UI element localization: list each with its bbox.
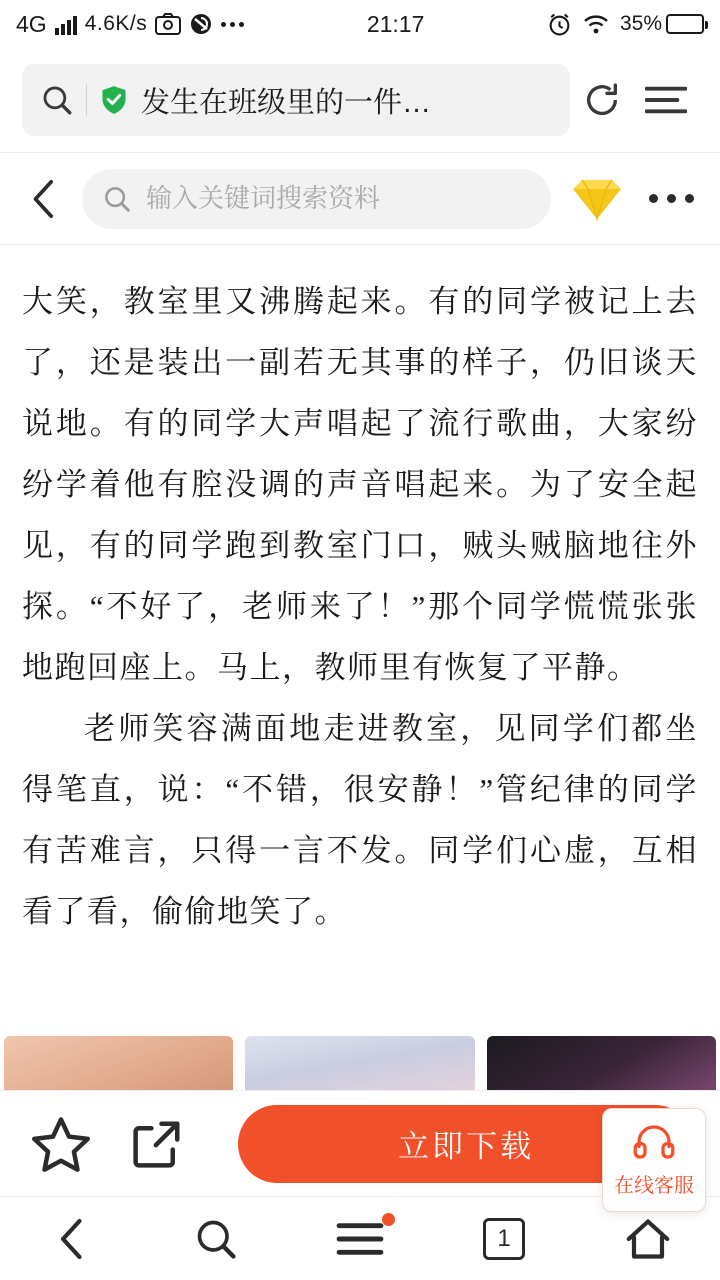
camera-icon	[155, 13, 181, 35]
alarm-icon	[547, 12, 572, 37]
divider	[86, 84, 87, 116]
back-button[interactable]	[20, 179, 68, 219]
battery-icon	[666, 14, 704, 34]
battery-indicator	[620, 12, 704, 36]
network-type-label: 4G	[16, 10, 47, 37]
status-bar-right	[547, 12, 704, 37]
status-bar-left	[16, 11, 244, 38]
status-bar	[0, 0, 720, 48]
customer-service-label: 在线客服	[614, 1175, 694, 1197]
nav-search-button[interactable]	[144, 1197, 288, 1280]
data-speed-label: 4.6K/s	[84, 12, 148, 35]
app-header	[0, 153, 720, 245]
search-input[interactable]	[146, 184, 531, 214]
browser-menu-button[interactable]	[634, 83, 698, 117]
article-content	[0, 245, 720, 1005]
search-icon	[102, 184, 132, 214]
signal-bars-icon	[55, 13, 77, 35]
nav-menu-button[interactable]	[288, 1197, 432, 1280]
headset-icon	[633, 1122, 675, 1167]
online-customer-service-button[interactable]	[602, 1108, 706, 1212]
favorite-button[interactable]	[26, 1116, 96, 1172]
shield-check-icon	[99, 84, 129, 116]
browser-address-bar	[0, 48, 720, 153]
url-bar[interactable]	[22, 64, 570, 136]
search-icon[interactable]	[40, 83, 74, 117]
nav-back-button[interactable]	[0, 1197, 144, 1280]
article-paragraph: 大笑，教室里又沸腾起来。有的同学被记上去了，还是装出一副若无其事的样子，仍旧谈天说地。有的同学大声唱起了流行歌曲，大家纷纷学着他有腔没调的声音唱起来。为了安全起见，有的同学跑到教室门口，贼头贼脑地往外探。“不好了，老师来了！”那个同学慌慌张张地跑回座上。马上，教师里有恢复了平静。	[22, 284, 698, 685]
search-bar[interactable]	[82, 169, 551, 229]
tab-count-icon: 1	[483, 1218, 525, 1260]
article-paragraph: 老师笑容满面地走进教室，见同学们都坐得笔直，说：“不错，很安静！”管纪律的同学有苦难言，只得一言不发。同学们心虚，互相看了看，偷偷地笑了。	[22, 711, 698, 929]
download-button[interactable]: 立即下载	[238, 1105, 694, 1183]
reload-button[interactable]	[570, 80, 634, 120]
page-title: 发生在班级里的一件…	[141, 86, 432, 119]
diamond-logo-icon	[565, 175, 629, 223]
nav-tabs-button[interactable]	[432, 1197, 576, 1280]
wifi-icon	[582, 13, 610, 35]
share-button[interactable]	[122, 1117, 192, 1171]
battery-percent-label: 35%	[619, 12, 662, 35]
menu-notification-badge	[382, 1213, 395, 1226]
more-options-button[interactable]	[643, 194, 700, 203]
more-icon	[221, 22, 244, 27]
do-not-disturb-icon	[189, 12, 213, 36]
clock-label: 21:17	[366, 10, 425, 37]
status-bar-center	[244, 11, 547, 38]
